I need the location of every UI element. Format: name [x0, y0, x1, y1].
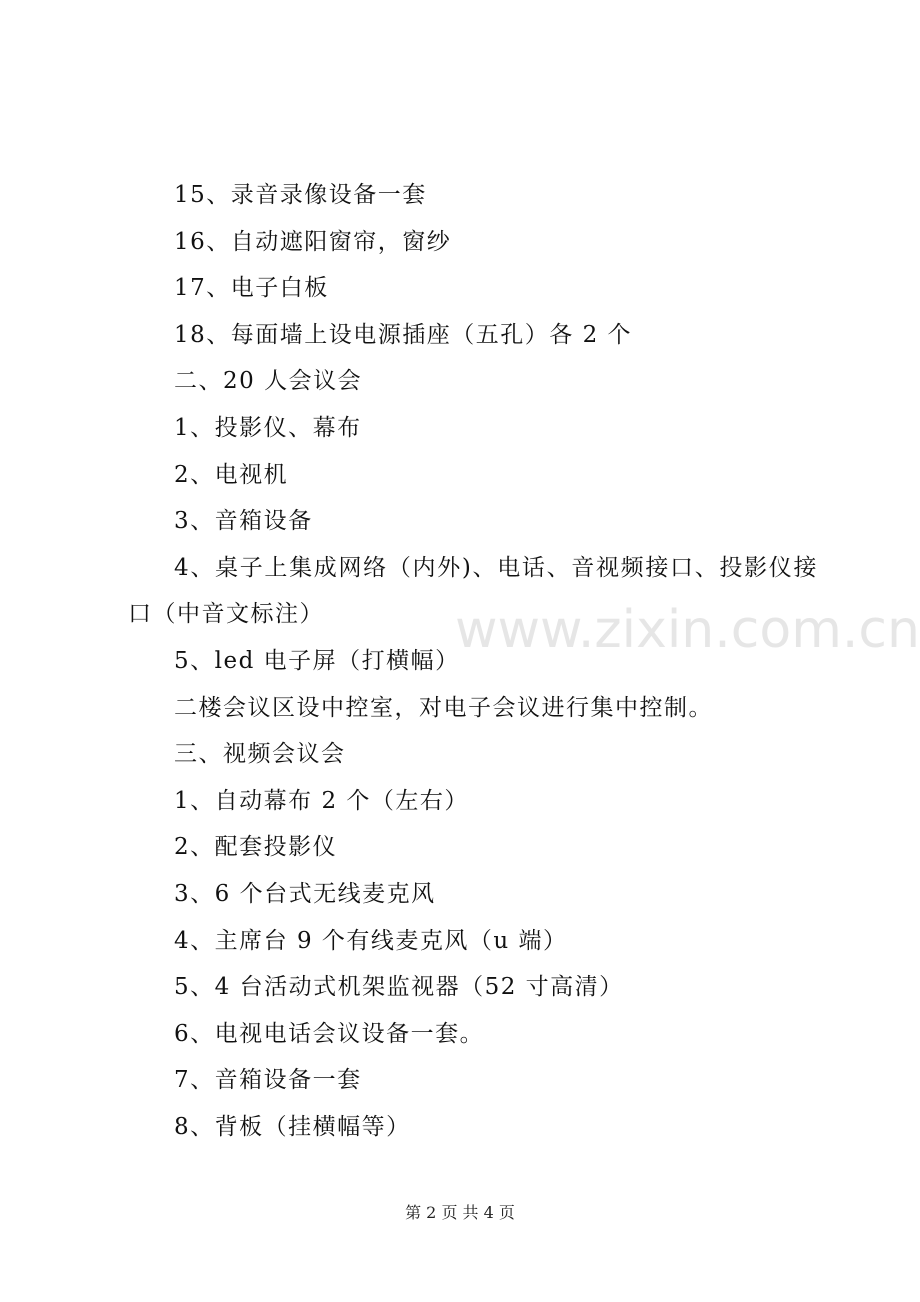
list-item: 4、主席台 9 个有线麦克风（u 端） — [174, 927, 568, 954]
list-item: 17、电子白板 — [174, 275, 329, 302]
list-item: 2、电视机 — [174, 461, 289, 488]
list-item: 8、背板（挂横幅等） — [174, 1113, 411, 1140]
page-footer: 第 2 页 共 4 页 — [405, 1203, 515, 1222]
list-item: 1、投影仪、幕布 — [174, 414, 362, 441]
list-item: 15、录音录像设备一套 — [174, 182, 427, 208]
list-item: 6、电视电话会议设备一套。 — [174, 1020, 485, 1047]
watermark: www.zixin.com.cn — [455, 600, 920, 660]
list-item: 5、led 电子屏（打横幅） — [174, 647, 460, 674]
list-item: 2、配套投影仪 — [174, 834, 338, 861]
list-item: 3、6 个台式无线麦克风 — [174, 880, 436, 907]
list-item: 5、4 台活动式机架监视器（52 寸高清） — [174, 974, 624, 1001]
paragraph: 二楼会议区设中控室，对电子会议进行集中控制。 — [174, 694, 713, 721]
list-item: 16、自动遮阳窗帘，窗纱 — [174, 228, 452, 255]
list-item: 18、每面墙上设电源插座（五孔）各 2 个 — [174, 321, 633, 348]
section-heading: 三、视频会议会 — [174, 741, 346, 768]
list-item: 7、音箱设备一套 — [174, 1067, 362, 1094]
document-body — [128, 172, 818, 1150]
list-item: 1、自动幕布 2 个（左右） — [174, 787, 469, 814]
section-heading: 二、20 人会议会 — [174, 368, 363, 395]
list-item: 3、音箱设备 — [174, 508, 313, 535]
list-item: 4、桌子上集成网络（内外)、电话、音视频接口、投影仪接口（中音文标注） — [128, 554, 818, 628]
